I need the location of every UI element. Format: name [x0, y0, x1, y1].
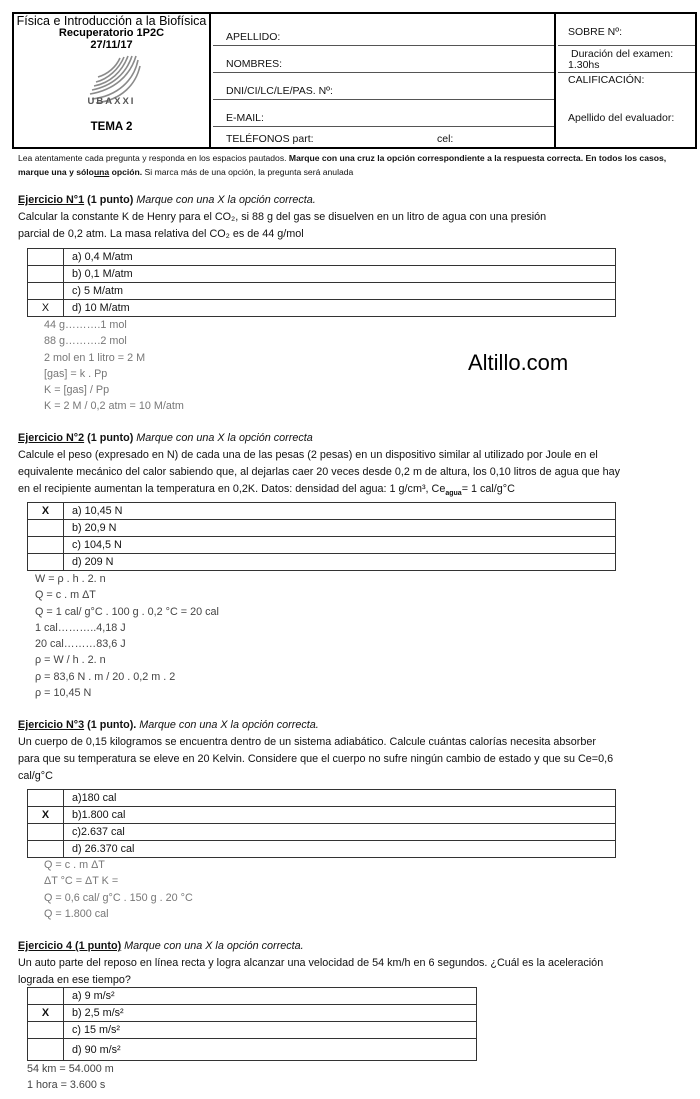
option-text: a) 9 m/s² [64, 988, 477, 1005]
option-row[interactable] [28, 1022, 477, 1039]
apellido-label: APELLIDO: [226, 31, 281, 43]
exercise-2-options [27, 502, 616, 571]
duracion-cell [558, 46, 695, 73]
option-row[interactable] [28, 300, 616, 317]
duracion-value: 1.30hs [568, 59, 600, 71]
exercise-1-title: Ejercicio N°1 (1 punto) Marque con una X la opción correcta. [18, 194, 316, 206]
option-row[interactable] [28, 503, 616, 520]
watermark: Altillo.com [468, 350, 569, 375]
instructions-underline: una [93, 167, 110, 177]
option-text: a) 10,45 N [64, 503, 616, 520]
instructions-text: Lea atentamente cada pregunta y responda en los espacios pautados. [18, 153, 289, 163]
option-text: d) 209 N [64, 554, 616, 571]
exercise-2-title: Ejercicio N°2 (1 punto) Marque con una X la opción correcta [18, 432, 313, 444]
exercise-3-title: Ejercicio N°3 (1 punto). Marque con una X la opción correcta. [18, 719, 319, 731]
exercise-4-title: Ejercicio 4 (1 punto) Marque con una X la opción correcta. [18, 940, 304, 952]
exam-date: 27/11/17 [90, 39, 133, 51]
option-text: b)1.800 cal [64, 807, 616, 824]
exercise-1-statement: Calcular la constante K de Henry para el CO₂, si 88 g del gas se disuelven en un litro de agua con una presión parcial de 0,2 atm. La masa relativa del CO₂ es de 44 g/mol [18, 211, 547, 240]
answer-mark-cell[interactable] [28, 841, 64, 858]
answer-mark-cell[interactable] [28, 537, 64, 554]
answer-mark-cell[interactable] [28, 266, 64, 283]
exercise-3-options [27, 789, 616, 858]
exercise-2-statement: Calcule el peso (expresado en N) de cada una de las pesas (2 pesas) en un dispositivo similar al utilizado por Joule en el equivalente mecánico del calor sabiendo que, al dejarlas caer 20 veces desde 0,2 m de altura, los 0,10 litros de agua que hay en el recipiente aumentan la temperatura en 0,2K. Datos: densidad del agua: 1 g/cm³, $Ce_{agua}= 1$ cal/g°C [18, 449, 621, 498]
option-text: d) 10 M/atm [64, 300, 616, 317]
exercise-4-statement: Un auto parte del reposo en línea recta y logra alcanzar una velocidad de 54 km/h en 6 segundos. ¿Cuál es la aceleración lograda en ese tiempo? [18, 957, 604, 986]
instructions-bold: Marque con una cruz la opción correspondiente a la respuesta correcta. En todos los casos, marque una y sólo [18, 153, 667, 177]
answer-mark-cell[interactable] [28, 824, 64, 841]
header-course-info [14, 14, 211, 147]
cel-label: cel: [437, 133, 454, 145]
option-text: b) 0,1 M/atm [64, 266, 616, 283]
exercise-1-work: 44 g……….1 mol 88 g……….2 mol 2 mol en 1 litro = 2 M [gas] = k . Pp K = [gas] / Pp K = 2 M / 0,2 atm = 10 M/atm [44, 319, 184, 413]
option-text: d) 26.370 cal [64, 841, 616, 858]
exercise-3-work: Q = c . m ΔT ΔT °C = ΔT K = Q = 0,6 cal/ g°C . 150 g . 20 °C Q = 1.800 cal [44, 859, 193, 920]
option-row[interactable] [28, 283, 616, 300]
answer-mark-cell[interactable]: X [28, 1005, 64, 1022]
option-text: c) 5 M/atm [64, 283, 616, 300]
ubaxxi-logo-text: UBAXXI [87, 96, 136, 107]
answer-mark-cell[interactable] [28, 249, 64, 266]
exam-header [12, 12, 697, 149]
option-row[interactable] [28, 554, 616, 571]
exercise-3-statement: Un cuerpo de 0,15 kilogramos se encuentra dentro de un sistema adiabático. Calcule cuántas calorías necesita absorber para que su temperatura se eleve en 20 Kelvin. Considere que el cuerpo no sufre ningún cambio de estado y que su Ce=0,6 cal/g°C [18, 736, 614, 782]
course-title: Física e Introducción a la Biofísica [16, 14, 207, 28]
answer-mark-cell[interactable] [28, 520, 64, 537]
option-row[interactable] [28, 1039, 477, 1061]
option-row[interactable] [28, 266, 616, 283]
exercise-1-options [27, 248, 616, 317]
option-text: a)180 cal [64, 790, 616, 807]
exercise-2 [18, 430, 688, 502]
instructions-bold-2: opción. [109, 167, 143, 177]
dni-field[interactable] [213, 73, 554, 100]
instructions [18, 151, 698, 179]
student-fields [213, 14, 556, 147]
tema-label: TEMA 2 [90, 121, 133, 133]
evaluador-label: Apellido del evaluador: [568, 112, 675, 124]
answer-mark-cell[interactable]: X [28, 807, 64, 824]
sobre-label: SOBRE Nº: [568, 26, 623, 38]
option-text: c)2.637 cal [64, 824, 616, 841]
exercise-3 [18, 717, 688, 785]
option-row[interactable] [28, 520, 616, 537]
option-row[interactable] [28, 537, 616, 554]
answer-mark-cell[interactable]: X [28, 300, 64, 317]
exam-admin-fields [558, 14, 695, 147]
exam-name: Recuperatorio 1P2C [58, 27, 165, 39]
sobre-field[interactable] [558, 14, 695, 46]
exercise-4 [18, 938, 688, 989]
telefonos-field[interactable] [213, 127, 554, 147]
option-row[interactable] [28, 841, 616, 858]
answer-mark-cell[interactable] [28, 790, 64, 807]
email-field[interactable] [213, 100, 554, 127]
answer-mark-cell[interactable] [28, 1022, 64, 1039]
option-text: c) 15 m/s² [64, 1022, 477, 1039]
exercise-1 [18, 192, 628, 243]
exercise-2-work: W = ρ . h . 2. n Q = c . m ΔT Q = 1 cal/ g°C . 100 g . 0,2 °C = 20 cal 1 cal………..4,18 J 20 cal………83,6 J ρ = W / h . 2. n ρ = 83,6 N . m / 20 . 0,2 m . 2 ρ = 10,45 N [35, 573, 219, 700]
answer-mark-cell[interactable]: X [28, 503, 64, 520]
instructions-text-2: Si marca más de una opción, la pregunta será anulada [142, 167, 354, 177]
option-text: a) 0,4 M/atm [64, 249, 616, 266]
duracion-label: Duración del examen: [571, 48, 674, 60]
apellido-field[interactable] [213, 14, 554, 46]
option-row[interactable] [28, 824, 616, 841]
answer-mark-cell[interactable] [28, 283, 64, 300]
nombres-label: NOMBRES: [226, 58, 283, 70]
option-text: b) 20,9 N [64, 520, 616, 537]
exercise-4-work: 54 km = 54.000 m 1 hora = 3.600 s [27, 1063, 114, 1092]
option-row[interactable] [28, 249, 616, 266]
option-row[interactable] [28, 1005, 477, 1022]
option-text: b) 2,5 m/s² [64, 1005, 477, 1022]
email-label: E-MAIL: [226, 112, 264, 124]
nombres-field[interactable] [213, 46, 554, 73]
answer-mark-cell[interactable] [28, 988, 64, 1005]
telefonos-label: TELÉFONOS part: [226, 133, 314, 145]
answer-mark-cell[interactable] [28, 1039, 64, 1061]
calificacion-label: CALIFICACIÓN: [568, 74, 645, 86]
option-text: d) 90 m/s² [64, 1039, 477, 1061]
option-row[interactable] [28, 988, 477, 1005]
option-text: c) 104,5 N [64, 537, 616, 554]
answer-mark-cell[interactable] [28, 554, 64, 571]
option-row[interactable] [28, 807, 616, 824]
option-row[interactable] [28, 790, 616, 807]
exercise-4-options [27, 987, 477, 1061]
dni-label: DNI/CI/LC/LE/PAS. Nº: [226, 85, 333, 97]
